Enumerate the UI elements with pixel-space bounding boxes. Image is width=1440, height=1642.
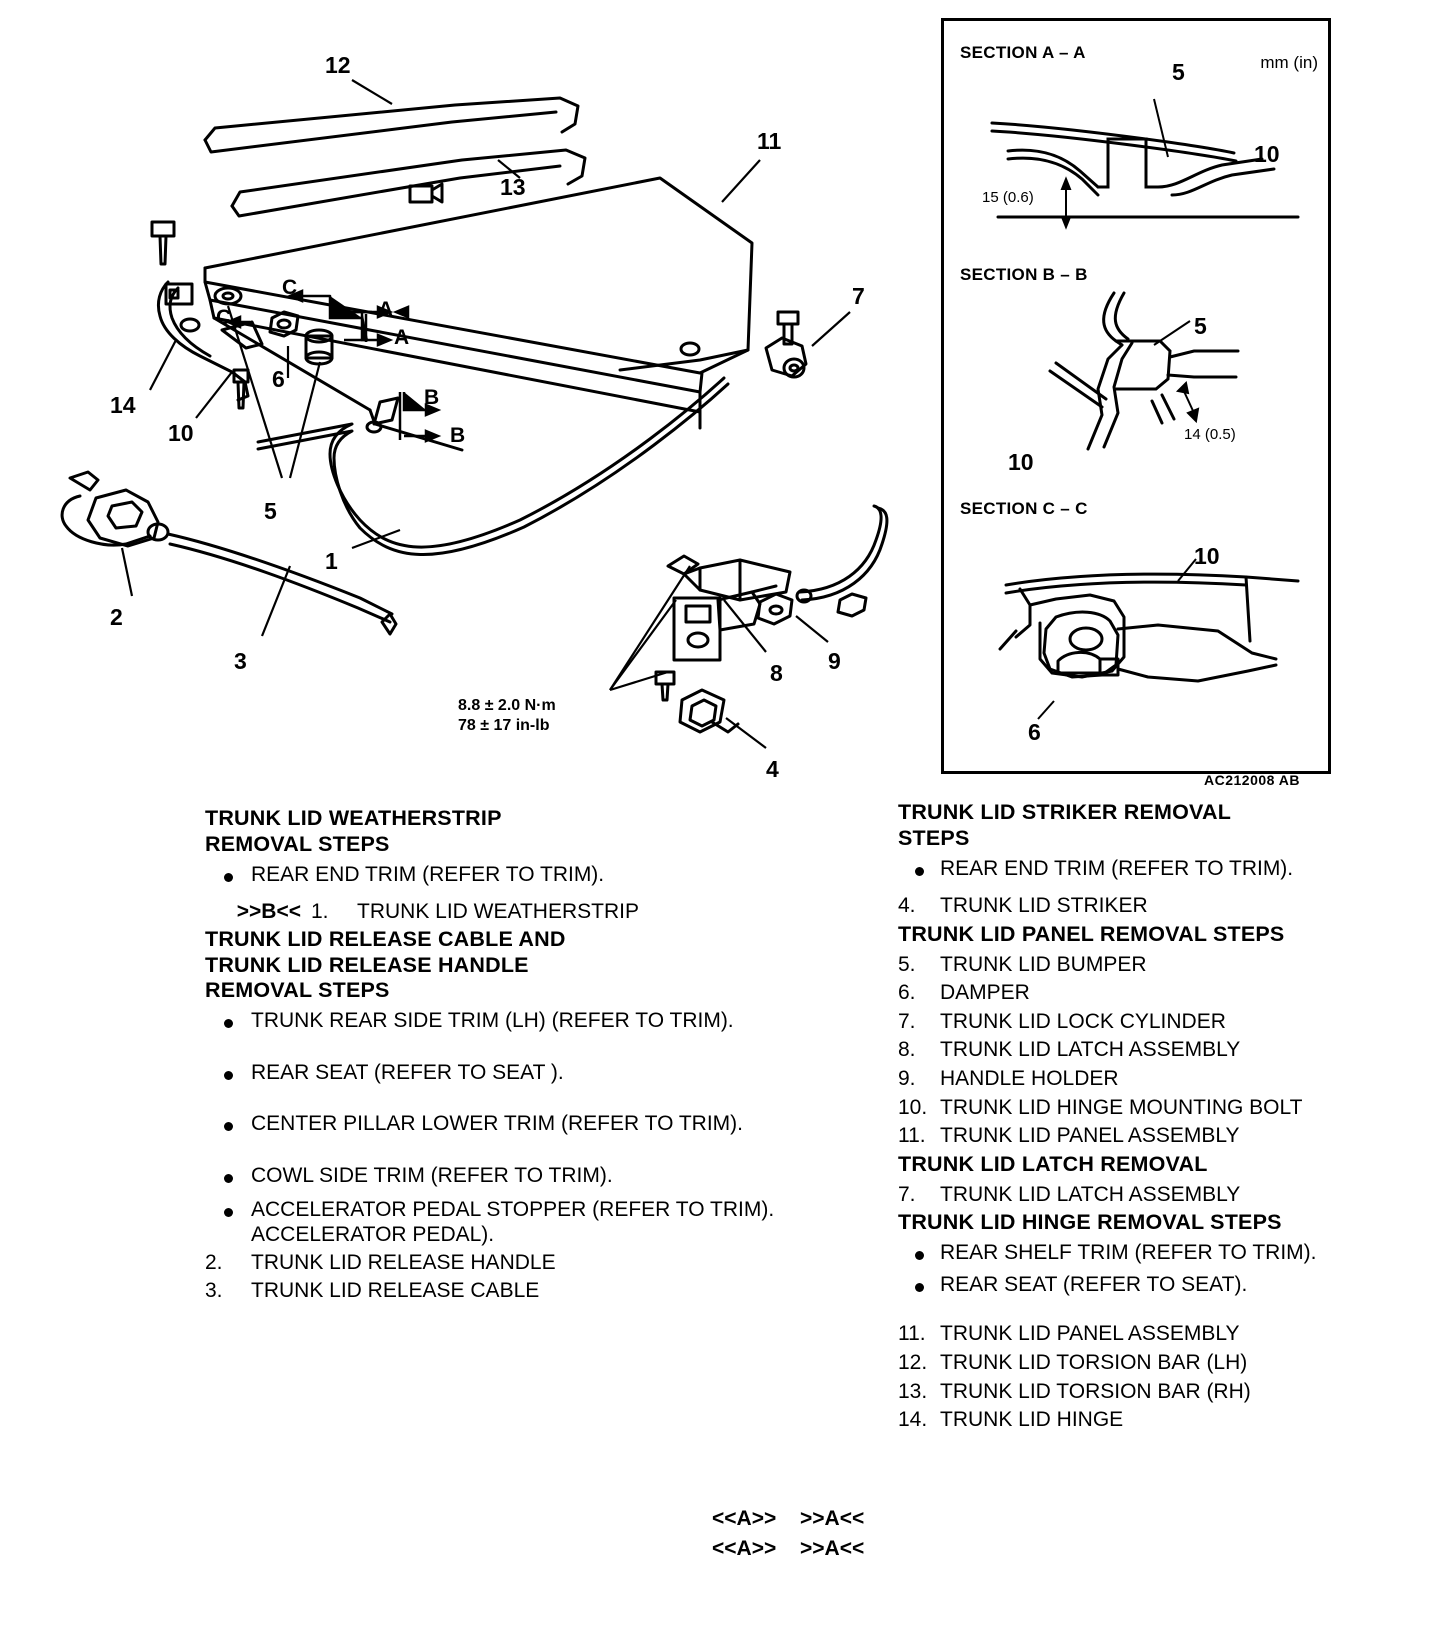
list-item bbox=[898, 1407, 1368, 1433]
list-item bbox=[205, 899, 905, 925]
bullet-icon bbox=[205, 1008, 251, 1036]
units-note: mm (in) bbox=[1260, 53, 1318, 72]
release-cable-heading-line3: REMOVAL STEPS bbox=[205, 978, 390, 1003]
list-item-label: REAR SHELF TRIM (REFER TO TRIM). bbox=[940, 1241, 1317, 1265]
callout-2: 2 bbox=[110, 604, 123, 630]
list-item-label: TRUNK LID LATCH ASSEMBLY bbox=[940, 1038, 1241, 1062]
weatherstrip-heading-line1: TRUNK LID WEATHERSTRIP bbox=[205, 806, 502, 830]
mark-b-reference: >>B<< bbox=[236, 900, 301, 924]
callout-5: 5 bbox=[264, 498, 277, 524]
callout-4: 4 bbox=[766, 756, 779, 782]
section-mark-b-2: B bbox=[450, 424, 466, 447]
list-item bbox=[898, 1321, 1368, 1347]
section-c-c-drawing bbox=[946, 519, 1324, 749]
bullet-icon bbox=[205, 1163, 251, 1191]
list-item-number: 8. bbox=[898, 1038, 916, 1062]
striker-heading-line2: STEPS bbox=[898, 825, 970, 850]
bullet-icon bbox=[205, 1111, 251, 1139]
section-mark-b-1: B bbox=[424, 386, 440, 409]
list-item-label: CENTER PILLAR LOWER TRIM (REFER TO TRIM). bbox=[251, 1112, 744, 1136]
bullet-icon bbox=[205, 1197, 251, 1248]
list-item-number: 3. bbox=[205, 1279, 223, 1303]
mark-a-post-13: >>A<< bbox=[800, 1537, 865, 1560]
left-text-column bbox=[205, 806, 905, 1307]
list-item bbox=[205, 862, 905, 890]
bullet-icon bbox=[898, 1240, 940, 1268]
section-mark-c-1: C bbox=[282, 276, 298, 299]
list-item-number: 10. bbox=[898, 1095, 928, 1119]
list-item-label: REAR SEAT (REFER TO SEAT ). bbox=[251, 1060, 564, 1084]
list-item-label: DAMPER bbox=[940, 981, 1030, 1005]
list-item bbox=[205, 1250, 905, 1276]
torque-line-1: 8.8 ± 2.0 N·m bbox=[458, 697, 556, 714]
list-item-label: TRUNK LID PANEL ASSEMBLY bbox=[940, 1124, 1240, 1148]
list-item-label: TRUNK LID TORSION BAR (RH) bbox=[940, 1379, 1251, 1403]
callout-10: 10 bbox=[168, 420, 194, 446]
list-item bbox=[898, 980, 1368, 1006]
striker-heading bbox=[898, 800, 1368, 852]
callout-9: 9 bbox=[828, 648, 841, 674]
list-item-label: TRUNK LID HINGE MOUNTING BOLT bbox=[940, 1095, 1303, 1119]
list-item-number: 4. bbox=[898, 894, 916, 918]
weatherstrip-heading-line2: REMOVAL STEPS bbox=[205, 831, 390, 856]
list-item-number: 6. bbox=[898, 981, 916, 1005]
list-item-label: REAR END TRIM (REFER TO TRIM). bbox=[940, 856, 1294, 880]
section-detail-box bbox=[941, 18, 1331, 774]
list-item bbox=[205, 1163, 905, 1191]
list-item bbox=[898, 952, 1368, 978]
bullet-icon bbox=[898, 1272, 940, 1300]
section-a-callout-5: 5 bbox=[1172, 59, 1185, 85]
list-item-number: 14. bbox=[898, 1408, 928, 1432]
list-item-label: TRUNK LID LATCH ASSEMBLY bbox=[940, 1182, 1241, 1206]
list-item-label: TRUNK LID LOCK CYLINDER bbox=[940, 1009, 1226, 1033]
list-item-label: REAR END TRIM (REFER TO TRIM). bbox=[251, 862, 605, 886]
section-c-callout-6: 6 bbox=[1028, 719, 1041, 745]
section-mark-a-1: A bbox=[378, 298, 394, 321]
callout-3: 3 bbox=[234, 648, 247, 674]
torque-line-2: 78 ± 17 in-lb bbox=[458, 717, 550, 734]
section-c-callout-10: 10 bbox=[1194, 543, 1220, 569]
list-item bbox=[898, 1240, 1368, 1268]
mark-a-pre-12: <<A>> bbox=[712, 1507, 777, 1530]
section-c-title: SECTION C – C bbox=[960, 499, 1088, 518]
callout-1: 1 bbox=[325, 548, 338, 574]
callout-6: 6 bbox=[272, 366, 285, 392]
list-item bbox=[898, 1095, 1368, 1121]
section-a-title: SECTION A – A bbox=[960, 43, 1086, 62]
list-item-number: 1. bbox=[311, 900, 329, 924]
section-b-callout-5: 5 bbox=[1194, 313, 1207, 339]
bullet-icon bbox=[205, 1060, 251, 1088]
list-item bbox=[898, 1272, 1368, 1300]
list-item-label: TRUNK LID RELEASE CABLE bbox=[251, 1279, 540, 1303]
callout-14: 14 bbox=[110, 392, 136, 418]
hinge-removal-heading: TRUNK LID HINGE REMOVAL STEPS bbox=[898, 1210, 1282, 1235]
list-item-label: REAR SEAT (REFER TO SEAT). bbox=[940, 1272, 1248, 1296]
callout-12: 12 bbox=[325, 52, 351, 78]
list-item bbox=[205, 1197, 905, 1248]
list-item bbox=[205, 1060, 905, 1088]
list-item-label: TRUNK LID RELEASE HANDLE bbox=[251, 1250, 556, 1274]
bullet-icon bbox=[898, 856, 940, 884]
section-b-dimension: 14 (0.5) bbox=[1184, 426, 1236, 443]
release-cable-heading bbox=[205, 927, 905, 1004]
list-item-number: 7. bbox=[898, 1182, 916, 1206]
list-item-label: TRUNK REAR SIDE TRIM (LH) (REFER TO TRIM). bbox=[251, 1009, 734, 1033]
callout-11: 11 bbox=[757, 128, 782, 154]
latch-removal-heading: TRUNK LID LATCH REMOVAL bbox=[898, 1151, 1208, 1176]
list-item bbox=[898, 1066, 1368, 1092]
list-item-label: COWL SIDE TRIM (REFER TO TRIM). bbox=[251, 1164, 613, 1188]
section-a-callout-10: 10 bbox=[1254, 141, 1280, 167]
list-item bbox=[898, 1350, 1368, 1376]
bullet-icon bbox=[205, 862, 251, 890]
list-item bbox=[898, 1123, 1368, 1149]
list-item-label: HANDLE HOLDER bbox=[940, 1067, 1119, 1091]
list-item bbox=[898, 856, 1368, 884]
list-item-number: 12. bbox=[898, 1350, 928, 1374]
list-item-number: 2. bbox=[205, 1250, 223, 1274]
section-mark-a-2: A bbox=[394, 326, 410, 349]
panel-removal-heading: TRUNK LID PANEL REMOVAL STEPS bbox=[898, 921, 1285, 946]
callout-8: 8 bbox=[770, 660, 783, 686]
mark-a-post-12: >>A<< bbox=[800, 1507, 865, 1530]
list-item-number: 11. bbox=[898, 1322, 926, 1346]
list-item-label: TRUNK LID HINGE bbox=[940, 1408, 1124, 1432]
list-item bbox=[898, 1009, 1368, 1035]
list-item bbox=[205, 1008, 905, 1036]
list-item bbox=[205, 1278, 905, 1304]
list-item-label: TRUNK LID STRIKER bbox=[940, 894, 1148, 918]
list-item-label: TRUNK LID TORSION BAR (LH) bbox=[940, 1350, 1248, 1374]
mark-a-pre-13: <<A>> bbox=[712, 1537, 777, 1560]
callout-13: 13 bbox=[500, 174, 526, 200]
list-item bbox=[898, 1379, 1368, 1405]
list-item-number: 11. bbox=[898, 1124, 926, 1148]
list-item-number: 7. bbox=[898, 1009, 916, 1033]
list-item-number: 9. bbox=[898, 1067, 916, 1091]
release-cable-heading-line2: TRUNK LID RELEASE HANDLE bbox=[205, 952, 529, 977]
list-item bbox=[898, 1182, 1368, 1208]
list-item-label: ACCELERATOR PEDAL STOPPER (REFER TO TRIM). ACCELERATOR PEDAL). bbox=[251, 1197, 775, 1247]
weatherstrip-heading bbox=[205, 806, 905, 858]
figure-code: AC212008 AB bbox=[1204, 772, 1301, 788]
list-item-label: TRUNK LID PANEL ASSEMBLY bbox=[940, 1322, 1240, 1346]
list-item bbox=[205, 1111, 905, 1139]
torque-spec bbox=[458, 696, 556, 736]
section-b-title: SECTION B – B bbox=[960, 265, 1088, 284]
section-b-b-drawing bbox=[946, 283, 1324, 493]
list-item-label: TRUNK LID WEATHERSTRIP bbox=[357, 900, 639, 924]
list-item-number: 13. bbox=[898, 1379, 928, 1403]
striker-heading-line1: TRUNK LID STRIKER REMOVAL bbox=[898, 800, 1232, 824]
list-item bbox=[898, 1037, 1368, 1063]
trunk-lid-exploded-diagram bbox=[0, 0, 940, 790]
section-a-dimension: 15 (0.6) bbox=[982, 189, 1034, 206]
section-mark-c-2: C bbox=[216, 306, 232, 329]
list-item-number: 5. bbox=[898, 952, 916, 976]
list-item-label: TRUNK LID BUMPER bbox=[940, 952, 1147, 976]
right-text-column bbox=[898, 800, 1368, 1436]
section-b-callout-10: 10 bbox=[1008, 449, 1034, 475]
release-cable-heading-line1: TRUNK LID RELEASE CABLE AND bbox=[205, 926, 566, 951]
callout-7: 7 bbox=[852, 283, 865, 309]
list-item bbox=[898, 893, 1368, 919]
